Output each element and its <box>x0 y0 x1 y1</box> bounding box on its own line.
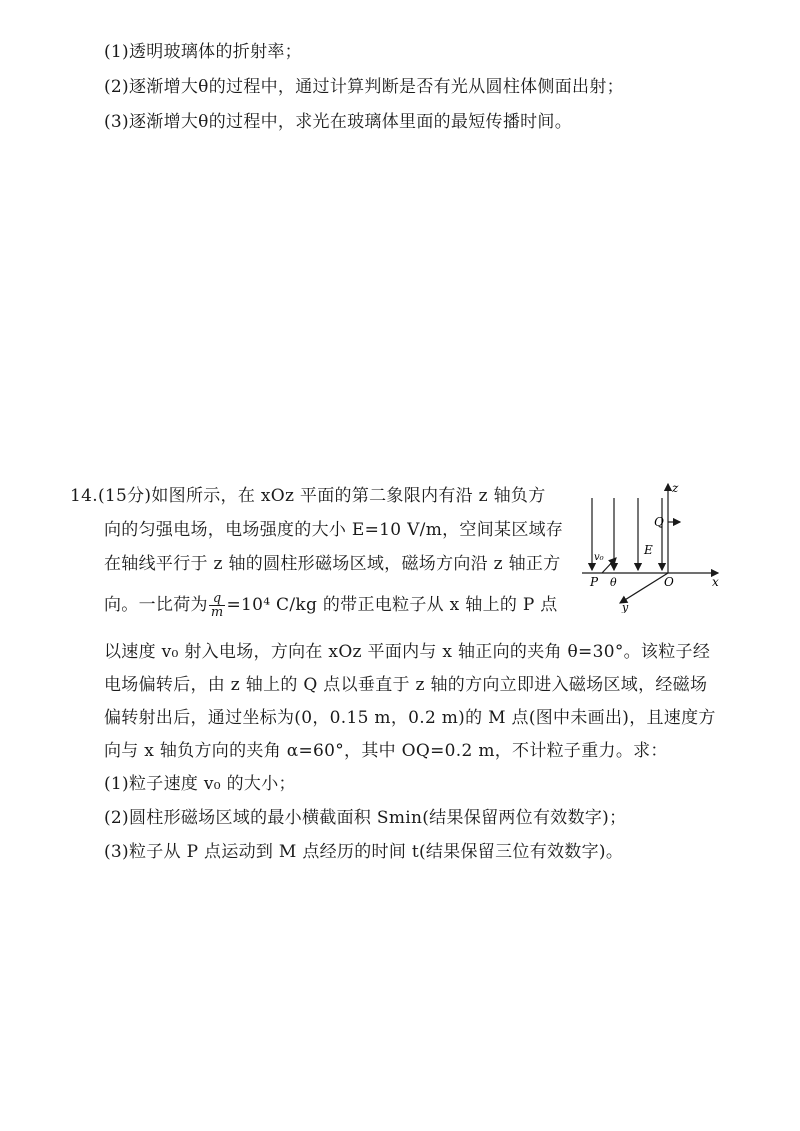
label-E: E <box>644 543 653 557</box>
q14-score: (15分) <box>97 486 152 506</box>
label-v0: v₀ <box>594 552 604 563</box>
label-theta: θ <box>610 576 617 589</box>
q14-number: 14. <box>70 486 98 506</box>
label-z: z <box>672 481 679 495</box>
physics-diagram <box>578 478 728 613</box>
prev-part-1: (1)透明玻璃体的折射率； <box>104 42 302 62</box>
q14-line-7: 偏转射出后，通过坐标为(0，0.15 m，0.2 m)的 M 点(图中未画出)，且速度方 <box>104 708 716 728</box>
q14-line-3: 在轴线平行于 z 轴的圆柱形磁场区域，磁场方向沿 z 轴正方 <box>104 554 561 574</box>
label-O: O <box>664 575 674 589</box>
q14-text-1: 如图所示，在 xOz 平面的第二象限内有沿 z 轴负方 <box>151 486 546 506</box>
label-y: y <box>622 601 629 613</box>
label-P: P <box>590 575 599 589</box>
fraction-denominator: m <box>210 605 224 620</box>
prev-part-2: (2)逐渐增大θ的过程中，通过计算判断是否有光从圆柱体侧面出射； <box>104 77 624 97</box>
fraction-numerator: q <box>209 592 226 606</box>
q14-text-4b: =10⁴ C/kg 的带正电粒子从 x 轴上的 P 点 <box>226 595 558 615</box>
q14-line-8: 向与 x 轴负方向的夹角 α=60°，其中 OQ=0.2 m，不计粒子重力。求： <box>104 741 668 761</box>
q14-line-5: 以速度 v₀ 射入电场，方向在 xOz 平面内与 x 轴正向的夹角 θ=30°。该粒子经 <box>104 642 711 662</box>
label-x: x <box>712 575 719 589</box>
q14-line-4 <box>104 592 558 619</box>
q14-part-2: (2)圆柱形磁场区域的最小横截面积 Smin(结果保留两位有效数字)； <box>104 808 627 828</box>
q14-part-3: (3)粒子从 P 点运动到 M 点经历的时间 t(结果保留三位有效数字)。 <box>104 842 624 862</box>
charge-mass-fraction <box>209 592 226 619</box>
q14-part-1: (1)粒子速度 v₀ 的大小； <box>104 774 296 794</box>
label-Q: Q <box>654 515 664 529</box>
y-axis <box>620 573 668 603</box>
prev-part-3: (3)逐渐增大θ的过程中，求光在玻璃体里面的最短传播时间。 <box>104 112 573 132</box>
q14-text-4a: 向。一比荷为 <box>104 595 208 615</box>
q14-line-1 <box>70 484 546 508</box>
q14-line-6: 电场偏转后，由 z 轴上的 Q 点以垂直于 z 轴的方向立即进入磁场区域，经磁场 <box>104 675 708 695</box>
q14-line-2: 向的匀强电场，电场强度的大小 E=10 V/m，空间某区域存 <box>104 520 564 540</box>
